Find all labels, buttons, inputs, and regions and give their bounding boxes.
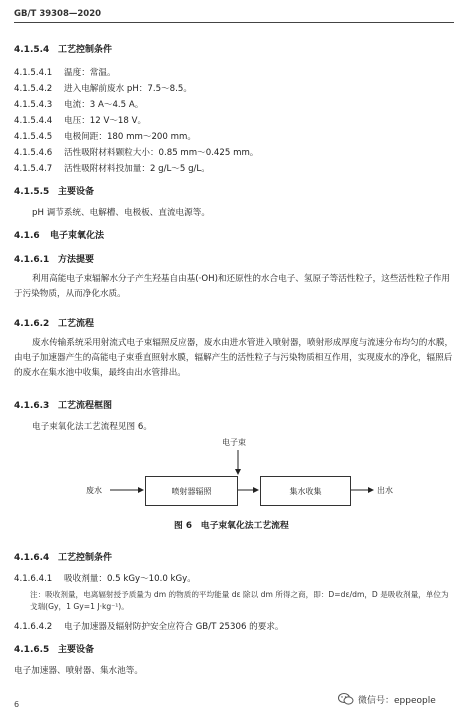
item-number: 4.1.5.4.2 xyxy=(14,84,53,94)
dose-note: 注：吸收剂量，电离辐射授予质量为 dm 的物质的平均能量 dε 除以 dm 所得之商，即：D=dε/dm，D 是吸收剂量，单位为戈瑞(Gy，1 Gy=1 J·kg⁻¹)。 xyxy=(30,590,449,611)
section-title: 电子束氧化法 xyxy=(50,231,105,241)
section-title: 主要设备 xyxy=(58,645,95,655)
item-text: 活性吸附材料投加量：2 g/L～5 g/L。 xyxy=(64,164,210,174)
item-number: 4.1.5.4.7 xyxy=(14,164,53,174)
section-4165-heading xyxy=(14,642,94,655)
item-text: 吸收剂量：0.5 kGy～10.0 kGy。 xyxy=(64,574,196,584)
item-number: 4.1.6.4.2 xyxy=(14,622,53,632)
item-text: 进入电解前废水 pH：7.5～8.5。 xyxy=(64,84,192,94)
item-text: 电子加速器及辐射防护安全应符合 GB/T 25306 的要求。 xyxy=(64,622,284,632)
item-number: 4.1.5.4.4 xyxy=(14,116,53,126)
section-number: 4.1.5.4 xyxy=(14,45,50,55)
item-number: 4.1.6.4.1 xyxy=(14,574,53,584)
figure-caption: 图 6 电子束氧化法工艺流程 xyxy=(174,521,289,531)
section-title: 工艺流程 xyxy=(58,319,95,329)
section-number: 4.1.6 xyxy=(14,231,40,241)
item-text: 电流：3 A～4.5 A。 xyxy=(64,100,144,110)
section-number: 4.1.6.5 xyxy=(14,645,50,655)
effluent-output-label: 出水 xyxy=(377,486,393,495)
standard-number: GB/T 39308—2020 xyxy=(14,9,102,19)
section-title: 工艺流程框图 xyxy=(58,401,113,411)
equipment-text: pH 调节系统、电解槽、电极板、直流电源等。 xyxy=(32,208,210,218)
section-number: 4.1.6.2 xyxy=(14,319,50,329)
water-collection-box xyxy=(260,476,351,506)
figure-reference-text: 电子束氧化法工艺流程见图 6。 xyxy=(32,422,152,432)
item-number: 4.1.5.4.3 xyxy=(14,100,53,110)
section-title: 方法提要 xyxy=(58,255,95,265)
wastewater-input-label: 废水 xyxy=(86,486,102,495)
section-number: 4.1.6.3 xyxy=(14,401,50,411)
equipment-text: 电子加速器、喷射器、集水池等。 xyxy=(14,666,143,676)
condition-item xyxy=(14,620,284,632)
method-summary-paragraph: 利用高能电子束辐解水分子产生羟基自由基(·OH)和还原性的水合电子、氢原子等活性粒子，这些活性粒子作用于污染物质，从而净化水质。 xyxy=(14,274,450,299)
item-number: 4.1.5.4.5 xyxy=(14,132,53,142)
box-label: 集水收集 xyxy=(289,486,322,496)
item-number: 4.1.5.4.1 xyxy=(14,68,53,78)
item-number: 4.1.5.4.6 xyxy=(14,148,53,158)
spray-irradiation-box xyxy=(145,476,238,506)
item-text: 电压：12 V～18 V。 xyxy=(64,116,147,126)
item-text: 温度：常温。 xyxy=(64,68,116,78)
electron-beam-label: 电子束 xyxy=(222,438,246,447)
section-4164-heading xyxy=(14,550,112,563)
section-title: 工艺控制条件 xyxy=(58,553,113,563)
section-number: 4.1.6.4 xyxy=(14,553,50,563)
section-title: 主要设备 xyxy=(58,187,95,197)
condition-item xyxy=(14,572,196,584)
section-number: 4.1.5.5 xyxy=(14,187,50,197)
chat-bubble-icon xyxy=(338,692,354,706)
section-number: 4.1.6.1 xyxy=(14,255,50,265)
section-title: 工艺控制条件 xyxy=(58,45,113,55)
box-label: 喷射器辐照 xyxy=(171,486,212,496)
wechat-watermark xyxy=(338,692,436,706)
process-flow-paragraph: 废水传输系统采用射流式电子束辐照反应器，废水由进水管进入喷射器，喷射形成厚度与流速分布均匀的水膜，由电子加速器产生的高能电子束垂直照射水膜，辐解产生的活性粒子与污染物质相互作用，实现废水的净化，辐照后的废水在集水池中收集，最终由出水管排出。 xyxy=(14,338,454,378)
item-text: 活性吸附材料颗粒大小：0.85 mm～0.425 mm。 xyxy=(64,148,259,158)
item-text: 电极间距：180 mm～200 mm。 xyxy=(64,132,196,142)
page-number: 6 xyxy=(14,700,20,709)
watermark-text: 微信号：eppeople xyxy=(358,695,436,706)
